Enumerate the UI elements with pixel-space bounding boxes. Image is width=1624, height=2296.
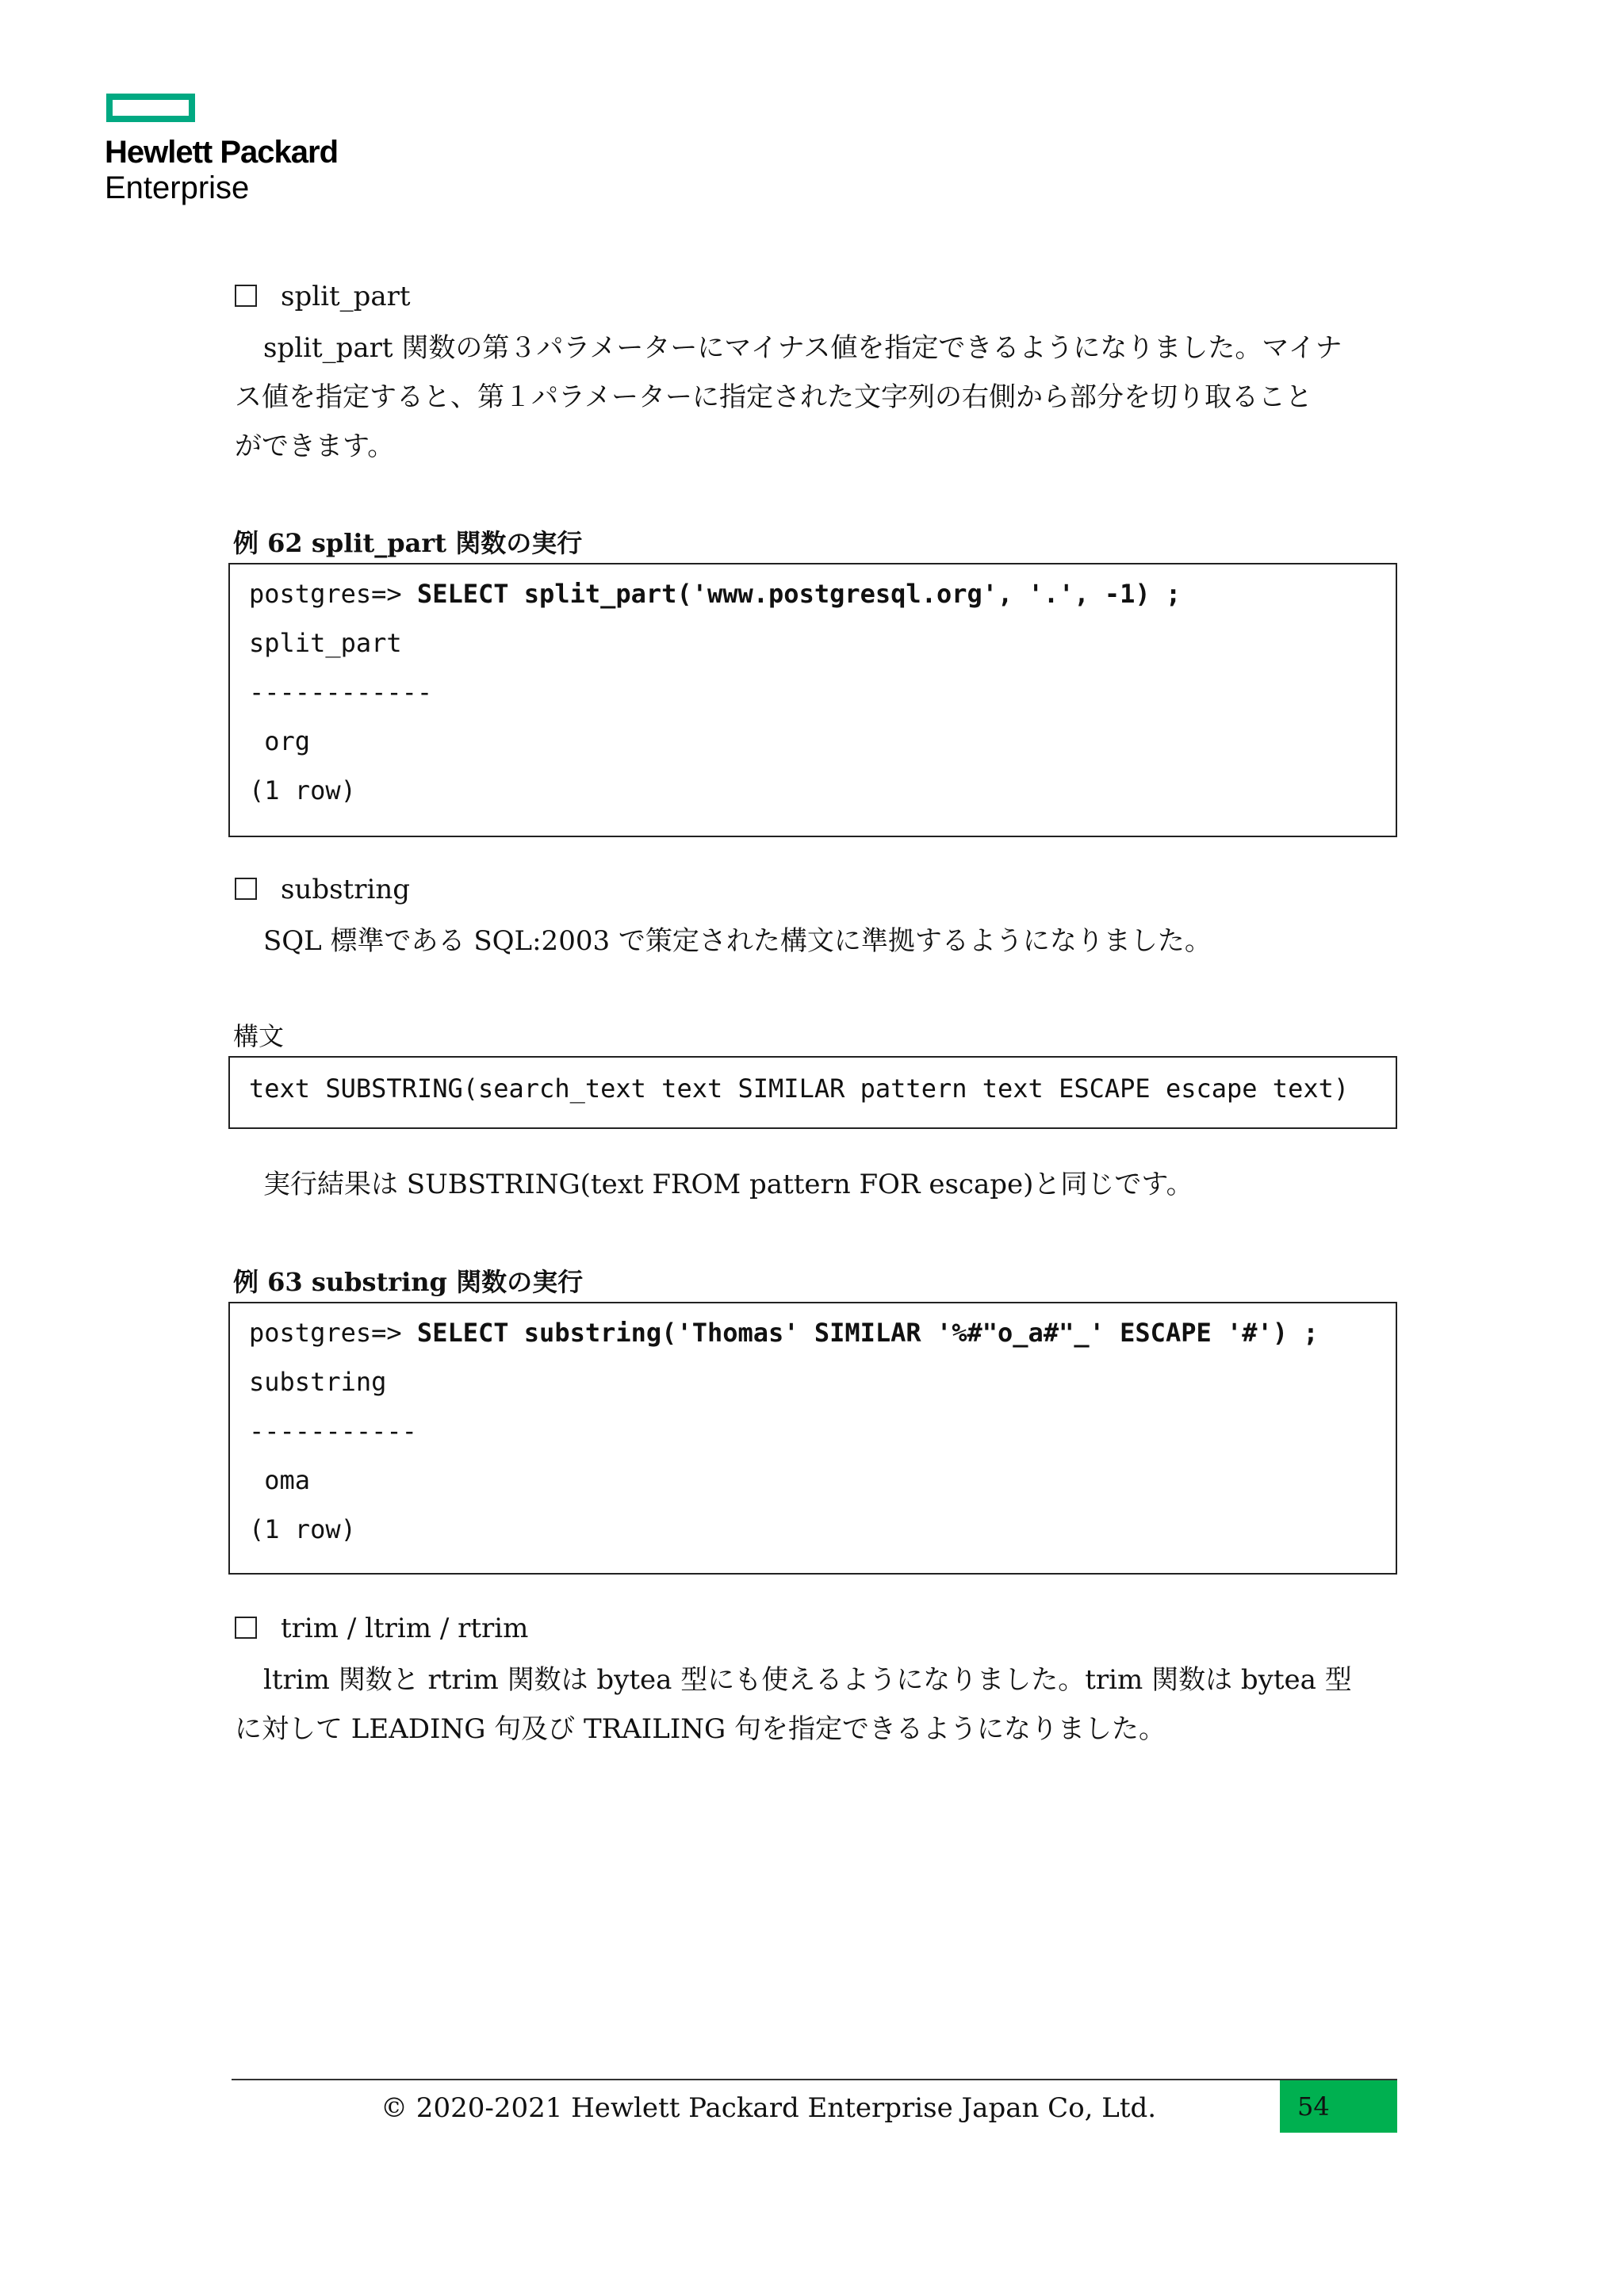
example-caption-62: 例 62 split_part 関数の実行 bbox=[233, 528, 583, 558]
code-line: ------------ bbox=[249, 677, 433, 707]
substring-note: 実行結果は SUBSTRING(text FROM pattern FOR escape)と同じです。 bbox=[263, 1169, 1193, 1200]
section-heading-substring bbox=[235, 872, 410, 907]
code-line: ----------- bbox=[249, 1416, 417, 1446]
footer-copyright: © 2020-2021 Hewlett Packard Enterprise Japan Co, Ltd. bbox=[381, 2092, 1157, 2124]
logo-bar-icon bbox=[106, 94, 195, 122]
trim-paragraph bbox=[235, 1655, 1408, 1754]
hpe-logo bbox=[105, 94, 338, 206]
paragraph-line: ltrim 関数と rtrim 関数は bytea 型にも使えるようになりました。trim 関数は bytea 型 bbox=[263, 1664, 1352, 1696]
syntax-caption: 構文 bbox=[233, 1021, 285, 1051]
heading-text: substring bbox=[281, 874, 411, 905]
code-line: split_part bbox=[249, 628, 402, 658]
syntax-block bbox=[228, 1056, 1397, 1129]
code-line: substring bbox=[249, 1367, 387, 1397]
logo-text-line2: Enterprise bbox=[105, 170, 250, 205]
paragraph-line: に対して LEADING 句及び TRAILING 句を指定できるようになりました。 bbox=[235, 1713, 1166, 1745]
paragraph-line: split_part 関数の第３パラメーターにマイナス値を指定できるようになりました。マイナ bbox=[263, 332, 1342, 364]
section-heading-split-part bbox=[235, 279, 411, 314]
syntax-line: text SUBSTRING(search_text text SIMILAR pattern text ESCAPE escape text) bbox=[249, 1073, 1350, 1104]
logo-text-line1: Hewlett Packard bbox=[105, 135, 339, 170]
split-part-paragraph bbox=[235, 323, 1408, 471]
paragraph-line: SQL 標準である SQL:2003 で策定された構文に準拠するようになりました。 bbox=[263, 925, 1212, 957]
paragraph-line: ができます。 bbox=[235, 430, 395, 462]
code-line: (1 row) bbox=[249, 775, 356, 806]
checkbox-bullet-icon bbox=[235, 285, 257, 307]
example-caption-63: 例 63 substring 関数の実行 bbox=[233, 1267, 584, 1297]
checkbox-bullet-icon bbox=[235, 1617, 257, 1639]
code-block-substring bbox=[228, 1302, 1397, 1575]
footer-rule bbox=[232, 2079, 1397, 2080]
code-line: oma bbox=[249, 1465, 311, 1495]
heading-text: trim / ltrim / rtrim bbox=[281, 1613, 529, 1644]
section-heading-trim bbox=[235, 1611, 528, 1646]
page-number: 54 bbox=[1280, 2080, 1397, 2133]
heading-text: split_part bbox=[281, 281, 411, 312]
code-line: (1 row) bbox=[249, 1514, 356, 1544]
paragraph-line: ス値を指定すると、第１パラメーターに指定された文字列の右側から部分を切り取ること bbox=[235, 381, 1312, 413]
code-block-split-part bbox=[228, 563, 1397, 837]
code-line: org bbox=[249, 726, 311, 756]
code-line: postgres=> SELECT split_part('www.postgresql.org', '.', -1) ; bbox=[249, 579, 1182, 609]
checkbox-bullet-icon bbox=[235, 878, 257, 900]
substring-paragraph bbox=[235, 916, 1408, 966]
code-line: postgres=> SELECT substring('Thomas' SIMILAR '%#"o_a#"_' ESCAPE '#') ; bbox=[249, 1318, 1319, 1348]
